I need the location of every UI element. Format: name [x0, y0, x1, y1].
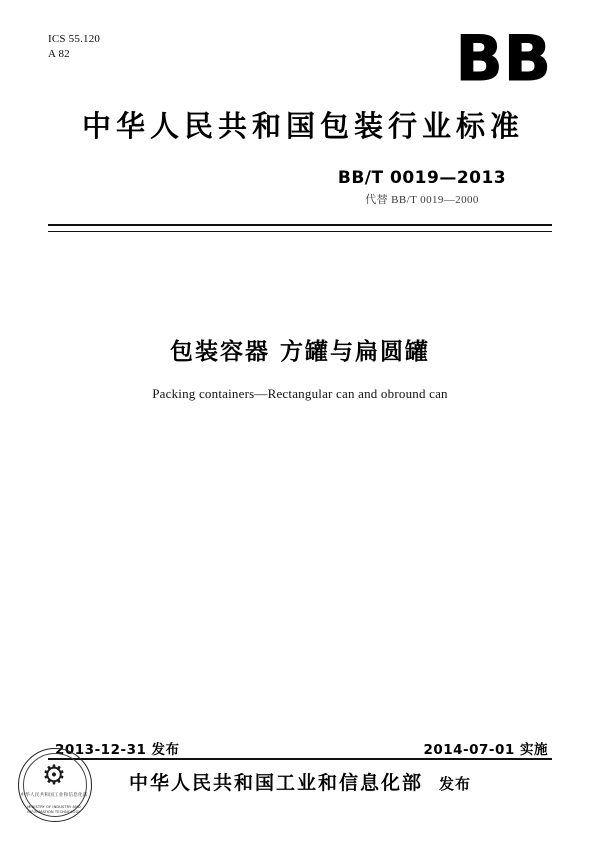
effective-date: 2014-07-01 实施	[423, 742, 548, 758]
document-title-en: Packing containers—Rectangular can and obround can	[152, 386, 448, 401]
national-standard-title: 中华人民共和国包装行业标准	[81, 109, 524, 143]
emblem-cn-text: 中华人民共和国工业和信息化部	[20, 793, 88, 798]
standard-replaces: 代替 BB/T 0019—2000	[365, 194, 479, 206]
issue-date: 2013-12-31 发布	[55, 742, 180, 758]
ics-code: ICS 55.120	[48, 33, 101, 45]
ccs-code: A 82	[48, 48, 70, 60]
bb-logo: BB	[455, 22, 552, 95]
issuing-authority-name: 中华人民共和国工业和信息化部	[128, 772, 423, 794]
divider-thick-top	[48, 224, 552, 226]
issue-word: 发布	[439, 775, 472, 793]
divider-thick-bottom	[48, 758, 552, 760]
standard-number: BB/T 0019—2013	[337, 168, 507, 188]
ics-classification-block	[48, 32, 100, 62]
emblem-en-text: MINISTRY OF INDUSTRY AND INFORMATION TECHNOLOGY	[27, 805, 81, 814]
ministry-emblem-icon	[18, 748, 92, 822]
document-title-cn: 包装容器 方罐与扁圆罐	[169, 339, 430, 365]
divider-thin-top	[48, 231, 552, 232]
emblem-glyph-icon: ⚙	[41, 760, 67, 791]
standard-number-block	[292, 168, 552, 207]
